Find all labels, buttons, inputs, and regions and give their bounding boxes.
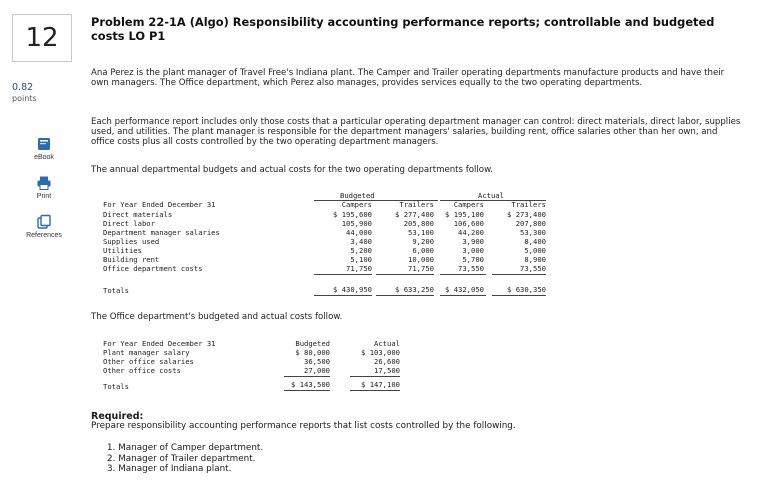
question-score bbox=[12, 82, 37, 104]
col-budgeted-trailers: Trailers bbox=[399, 200, 434, 209]
score-unit: points bbox=[12, 94, 37, 103]
controllable-costs-paragraph: Each performance report includes only those costs that a particular operating department manager can control: direct materials, direct labor, supplies used, and utilities. The plant manager is responsible for the department managers' salaries, building rent, office salaries other than her own, and office costs plus all costs controlled by the two operating department managers. bbox=[91, 117, 741, 147]
list-item: 3. Manager of Indiana plant. bbox=[107, 464, 232, 474]
col-actual: Actual bbox=[374, 339, 400, 348]
required-text: Prepare responsibility accounting performance reports that list costs controlled by the following. bbox=[91, 421, 516, 431]
printer-icon bbox=[36, 175, 52, 191]
score-value: 0.82 bbox=[12, 82, 34, 93]
table2-header-label: For Year Ended December 31 bbox=[103, 339, 216, 348]
references-icon bbox=[36, 214, 52, 230]
table2-intro: The Office department's budgeted and actual costs follow. bbox=[91, 312, 343, 322]
col-budgeted: Budgeted bbox=[295, 339, 330, 348]
intro-paragraph: Ana Perez is the plant manager of Travel Free's Indiana plant. The Camper and Trailer operating departments manufacture products and have their own managers. The Office department, which Perez also manages, provides services equally to the two operating departments. bbox=[91, 68, 725, 88]
ebook-label: eBook bbox=[34, 154, 54, 161]
actual-group-header: Actual bbox=[478, 191, 504, 200]
required-heading: Required: bbox=[91, 411, 144, 422]
table1-intro: The annual departmental budgets and actual costs for the two operating departments follow. bbox=[91, 165, 494, 175]
budgeted-group-header: Budgeted bbox=[340, 191, 375, 200]
col-actual-trailers: Trailers bbox=[511, 200, 546, 209]
required-list bbox=[107, 443, 263, 475]
print-label: Print bbox=[36, 193, 52, 200]
col-budgeted-campers: Campers bbox=[341, 200, 372, 209]
references-button[interactable] bbox=[20, 214, 68, 239]
list-item: 2. Manager of Trailer department. bbox=[107, 453, 256, 464]
list-item: 1. Manager of Camper department. bbox=[107, 443, 264, 453]
ebook-button[interactable] bbox=[20, 136, 68, 161]
question-number: 12 bbox=[12, 14, 72, 62]
book-icon bbox=[36, 136, 52, 152]
print-button[interactable] bbox=[20, 175, 68, 200]
col-actual-campers: Campers bbox=[453, 200, 484, 209]
table1-header-label: For Year Ended December 31 bbox=[103, 200, 216, 209]
references-label: References bbox=[26, 232, 62, 239]
problem-title: Problem 22-1A (Algo) Responsibility accounting performance reports; controllable and budgeted costs LO P1 bbox=[91, 15, 715, 43]
